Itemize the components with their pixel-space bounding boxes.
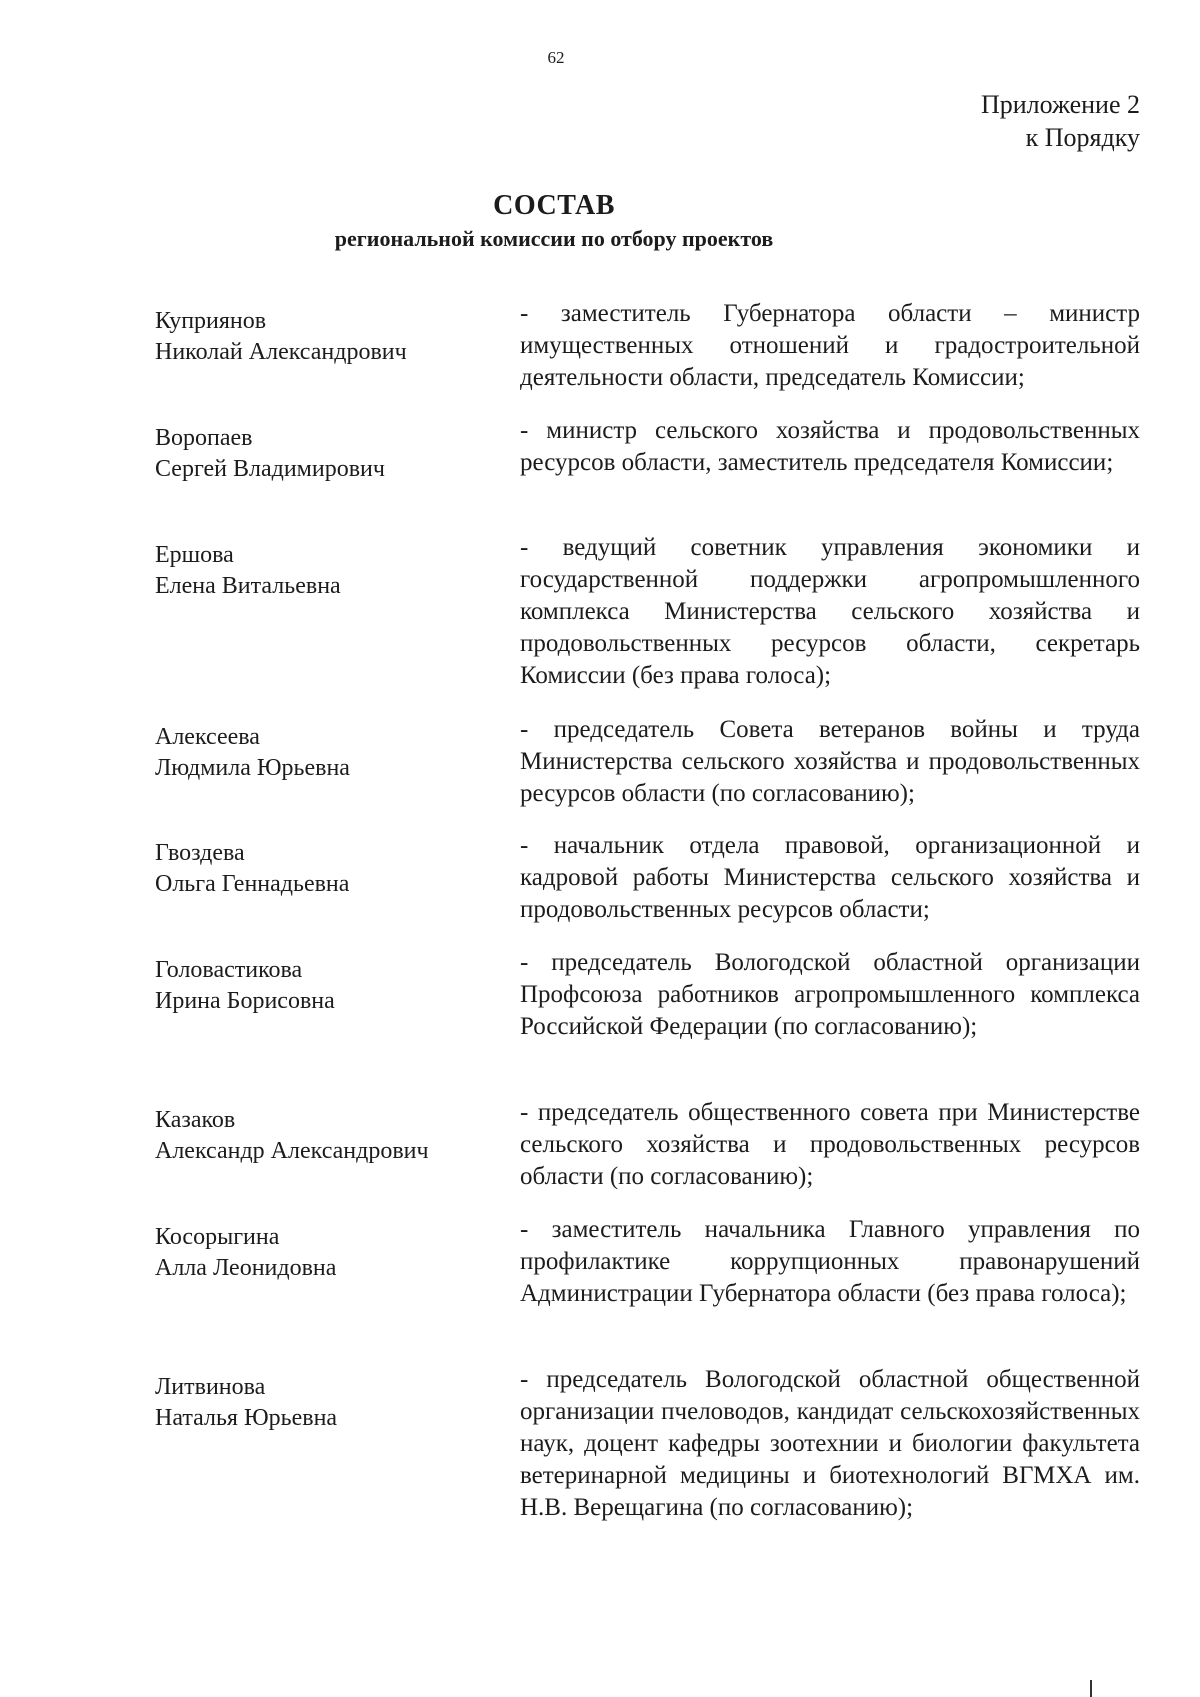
document-title: СОСТАВ — [493, 190, 615, 221]
appendix-note — [981, 88, 1140, 154]
member-role: - председатель общественного совета при Министерстве сельского хозяйства и продовольственных ресурсов области (по согласованию); — [520, 1099, 1140, 1190]
member-given-names: Людмила Юрьевна — [155, 755, 350, 781]
member-given-names: Сергей Владимирович — [155, 456, 385, 482]
member-given-names: Ирина Борисовна — [155, 988, 335, 1014]
member-role: - министр сельского хозяйства и продовольственных ресурсов области, заместитель председателя Комиссии; — [520, 417, 1140, 476]
member-role: - председатель Вологодской областной общественной организации пчеловодов, кандидат сельскохозяйственных наук, доцент кафедры зоотехнии и биологии факультета ветеринарной медицины и биотехнологий ВГМХА им. Н.В. Верещагина (по согласованию); — [520, 1366, 1140, 1521]
member-role: - ведущий советник управления экономики и государственной поддержки агропромышленного комплекса Министерства сельского хозяйства и продовольственных ресурсов области, секретарь Комиссии (без права голоса); — [520, 534, 1140, 689]
member-role: - начальник отдела правовой, организационной и кадровой работы Министерства сельского хозяйства и продовольственных ресурсов области; — [520, 832, 1140, 923]
member-name — [155, 423, 505, 485]
member-name — [155, 1222, 505, 1284]
appendix-line-2: к Порядку — [1025, 123, 1140, 152]
scan-artifact-mark — [1090, 1680, 1092, 1697]
member-surname: Гвоздева — [155, 840, 245, 866]
member-name — [155, 722, 505, 784]
member-given-names: Елена Витальевна — [155, 573, 341, 599]
member-surname: Головастикова — [155, 957, 303, 983]
member-name — [155, 306, 505, 368]
member-given-names: Ольга Геннадьевна — [155, 871, 350, 897]
document-subtitle: региональной комиссии по отбору проектов — [334, 226, 774, 251]
member-surname: Куприянов — [155, 308, 267, 334]
member-role: - заместитель Губернатора области – министр имущественных отношений и градостроительной деятельности области, председатель Комиссии; — [520, 300, 1140, 391]
member-given-names: Наталья Юрьевна — [155, 1405, 338, 1431]
member-surname: Косорыгина — [155, 1224, 280, 1250]
member-given-names: Александр Александрович — [155, 1138, 429, 1164]
member-name — [155, 955, 505, 1017]
member-name — [155, 838, 505, 900]
member-surname: Воропаев — [155, 425, 253, 451]
page-number: 62 — [547, 48, 565, 67]
member-surname: Ершова — [155, 542, 234, 568]
member-role: - председатель Совета ветеранов войны и труда Министерства сельского хозяйства и продовольственных ресурсов области (по согласованию); — [520, 716, 1140, 807]
member-role: - заместитель начальника Главного управления по профилактике коррупционных правонарушений Администрации Губернатора области (без права голоса); — [520, 1216, 1140, 1307]
member-surname: Алексеева — [155, 724, 260, 750]
member-given-names: Николай Александрович — [155, 339, 407, 365]
member-name — [155, 1105, 505, 1167]
member-name — [155, 1372, 505, 1434]
appendix-line-1: Приложение 2 — [980, 90, 1140, 119]
member-surname: Литвинова — [155, 1374, 266, 1400]
member-surname: Казаков — [155, 1107, 236, 1133]
member-role: - председатель Вологодской областной организации Профсоюза работников агропромышленного комплекса Российской Федерации (по согласованию); — [520, 949, 1140, 1040]
member-name — [155, 540, 505, 602]
member-given-names: Алла Леонидовна — [155, 1255, 337, 1281]
